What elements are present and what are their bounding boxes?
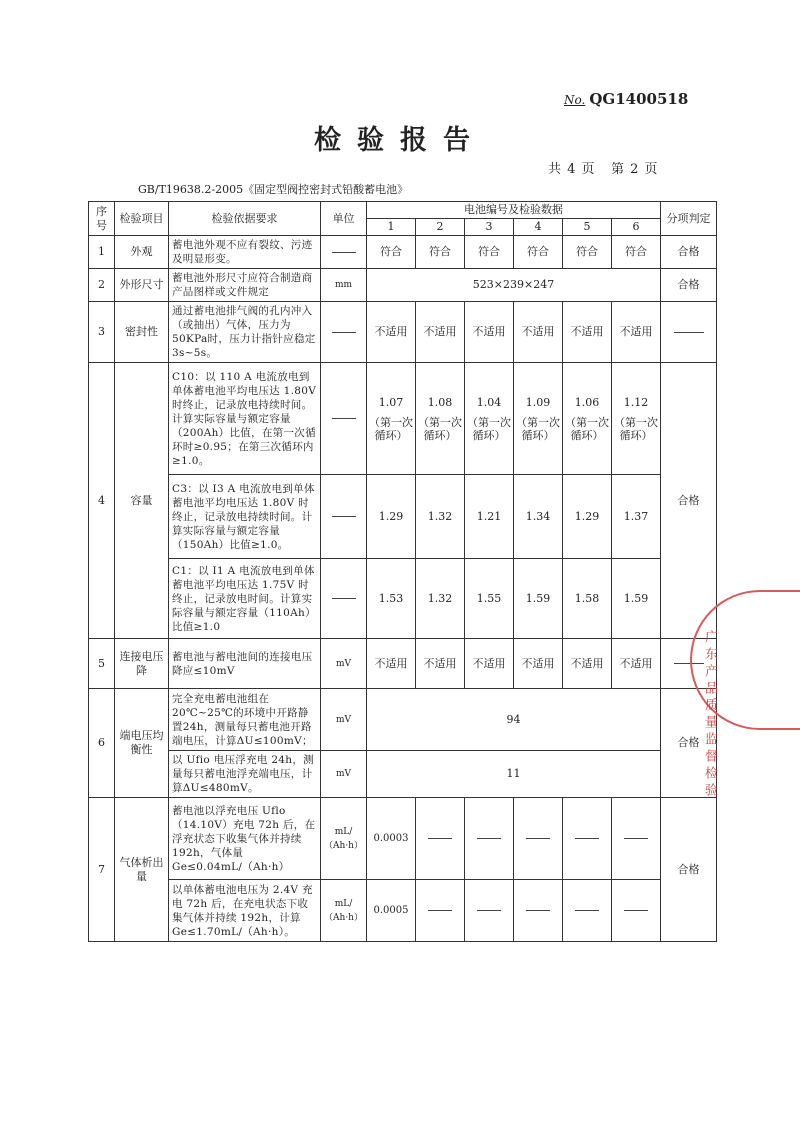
value-cell-dash (563, 880, 612, 942)
row-verdict-dash (661, 302, 717, 363)
value-cell: 94 (367, 689, 661, 751)
row-item: 容量 (115, 363, 169, 639)
row-requirement: 蓄电池与蓄电池间的连接电压降应≤10mV (169, 639, 321, 689)
report-number-value: QG1400518 (589, 90, 689, 108)
header-unit: 单位 (321, 202, 367, 236)
header-battery-group: 电池编号及检验数据 (367, 202, 661, 219)
cycle-note: （第一次循环） (467, 415, 511, 442)
value-cell: 不适用 (465, 639, 514, 689)
row-requirement: 以单体蓄电池电压为 2.4V 充电 72h 后，在充电状态下收集气体并持续 192h，计算 Ge≤1.70mL/（Ah·h）。 (169, 880, 321, 942)
row-requirement: 以 Ufio 电压浮充电 24h，测量每只蓄电池浮充端电压，计算ΔU≤480mV。 (169, 751, 321, 798)
page-title: 检验报告 (314, 125, 486, 156)
value-cell-dash (465, 798, 514, 880)
value-cell (563, 363, 612, 475)
value-cell: 符合 (367, 236, 416, 269)
header-battery-5: 5 (563, 219, 612, 236)
value-cell-dash (416, 880, 465, 942)
header-requirement: 检验依据要求 (169, 202, 321, 236)
value-cell: 1.32 (416, 475, 465, 559)
row-verdict: 合格 (661, 689, 717, 798)
row-unit: mL/（Ah·h） (321, 798, 367, 880)
value-cell: 1.58 (563, 559, 612, 639)
row-verdict: 合格 (661, 236, 717, 269)
table-row (89, 689, 717, 751)
table-row (89, 751, 717, 798)
report-number (564, 90, 688, 108)
value-cell: 11 (367, 751, 661, 798)
value-cell: 符合 (612, 236, 661, 269)
capacity-value: 1.09 (525, 395, 551, 409)
value-cell-dash (514, 798, 563, 880)
value-cell (465, 363, 514, 475)
row-unit: mV (321, 639, 367, 689)
table-row (89, 236, 717, 269)
value-cell: 1.21 (465, 475, 514, 559)
value-cell: 0.0003 (367, 798, 416, 880)
header-battery-3: 3 (465, 219, 514, 236)
row-requirement: C10：以 110 A 电流放电到单体蓄电池平均电压达 1.80V 时终止，记录放电持续时间。计算实际容量与额定容量（200Ah）比值，在第一次循环时≥0.95；在第三次循环内≥1.0。 (169, 363, 321, 475)
row-unit-dash (321, 302, 367, 363)
row-seq: 3 (89, 302, 115, 363)
row-requirement: 蓄电池外观不应有裂纹、污迹及明显形变。 (169, 236, 321, 269)
row-unit: mL/（Ah·h） (321, 880, 367, 942)
report-number-label: No. (564, 93, 586, 107)
row-verdict: 合格 (661, 798, 717, 942)
cycle-note: （第一次循环） (565, 415, 609, 442)
value-cell-dash (612, 880, 661, 942)
value-cell: 不适用 (465, 302, 514, 363)
row-seq: 1 (89, 236, 115, 269)
value-cell: 不适用 (612, 639, 661, 689)
row-verdict: 合格 (661, 269, 717, 302)
row-requirement: 蓄电池外形尺寸应符合制造商产品图样或文件规定 (169, 269, 321, 302)
row-unit-dash (321, 236, 367, 269)
value-cell: 1.29 (367, 475, 416, 559)
value-cell: 1.59 (514, 559, 563, 639)
value-cell: 1.32 (416, 559, 465, 639)
row-seq: 4 (89, 363, 115, 639)
value-cell: 0.0005 (367, 880, 416, 942)
value-cell: 1.55 (465, 559, 514, 639)
capacity-value: 1.08 (427, 395, 453, 409)
official-seal-text: 广东产品质量监督检验 (702, 630, 717, 800)
value-cell: 不适用 (416, 639, 465, 689)
row-requirement: C1：以 I1 A 电流放电到单体蓄电池平均电压达 1.75V 时终止，记录放电时间。计算实际容量与额定容量（110Ah）比值≥1.0 (169, 559, 321, 639)
header-seq: 序号 (89, 202, 115, 236)
row-item: 密封性 (115, 302, 169, 363)
cycle-note: （第一次循环） (369, 415, 413, 442)
value-cell: 不适用 (612, 302, 661, 363)
value-cell: 不适用 (514, 639, 563, 689)
header-verdict: 分项判定 (661, 202, 717, 236)
value-cell: 符合 (416, 236, 465, 269)
value-cell (416, 363, 465, 475)
value-cell: 523×239×247 (367, 269, 661, 302)
row-item: 端电压均衡性 (115, 689, 169, 798)
standard-reference: GB/T19638.2-2005《固定型阀控密封式铅酸蓄电池》 (138, 183, 409, 196)
table-row (89, 475, 717, 559)
table-row (89, 798, 717, 880)
value-cell (612, 363, 661, 475)
row-seq: 5 (89, 639, 115, 689)
header-battery-6: 6 (612, 219, 661, 236)
cycle-note: （第一次循环） (614, 415, 659, 442)
row-seq: 7 (89, 798, 115, 942)
row-unit: mm (321, 269, 367, 302)
inspection-table (88, 201, 717, 942)
row-requirement: 完全充电蓄电池组在 20℃~25℃的环境中开路静置24h，测量每只蓄电池开路端电压，计算ΔU≤100mV； (169, 689, 321, 751)
row-item: 气体析出量 (115, 798, 169, 942)
row-unit-dash (321, 363, 367, 475)
table-row (89, 639, 717, 689)
row-verdict: 合格 (661, 363, 717, 639)
value-cell: 1.37 (612, 475, 661, 559)
table-row (89, 302, 717, 363)
value-cell: 不适用 (416, 302, 465, 363)
value-cell (514, 363, 563, 475)
header-item: 检验项目 (115, 202, 169, 236)
page-total: 共 4 页 (548, 162, 596, 177)
row-item: 外形尺寸 (115, 269, 169, 302)
table-row (89, 880, 717, 942)
row-item: 外观 (115, 236, 169, 269)
value-cell: 不适用 (563, 302, 612, 363)
row-requirement: C3：以 I3 A 电流放电到单体蓄电池平均电压达 1.80V 时终止，记录放电持续时间。计算实际容量与额定容量（150Ah）比值≥1.0。 (169, 475, 321, 559)
page-current: 第 2 页 (610, 162, 659, 177)
value-cell-dash (514, 880, 563, 942)
row-requirement: 通过蓄电池排气阀的孔内冲入（或抽出）气体，压力为50KPa时，压力计指针应稳定3s~5s。 (169, 302, 321, 363)
page-count (548, 158, 659, 177)
capacity-value: 1.12 (623, 395, 649, 409)
value-cell: 不适用 (367, 302, 416, 363)
value-cell: 符合 (563, 236, 612, 269)
row-unit-dash (321, 559, 367, 639)
value-cell: 1.34 (514, 475, 563, 559)
value-cell: 1.53 (367, 559, 416, 639)
value-cell: 1.29 (563, 475, 612, 559)
value-cell: 符合 (514, 236, 563, 269)
row-unit: mV (321, 689, 367, 751)
value-cell: 符合 (465, 236, 514, 269)
header-battery-4: 4 (514, 219, 563, 236)
table-row (89, 363, 717, 475)
row-requirement: 蓄电池以浮充电压 Uflo（14.10V）充电 72h 后，在浮充状态下收集气体并持续 192h，气体量 Ge≤0.04mL/（Ah·h） (169, 798, 321, 880)
value-cell: 1.59 (612, 559, 661, 639)
cycle-note: （第一次循环） (516, 415, 560, 442)
table-row (89, 559, 717, 639)
value-cell-dash (563, 798, 612, 880)
row-seq: 6 (89, 689, 115, 798)
capacity-value: 1.04 (476, 395, 502, 409)
header-battery-1: 1 (367, 219, 416, 236)
value-cell: 不适用 (367, 639, 416, 689)
capacity-value: 1.07 (378, 395, 404, 409)
capacity-value: 1.06 (574, 395, 600, 409)
value-cell-dash (465, 880, 514, 942)
value-cell (367, 363, 416, 475)
row-seq: 2 (89, 269, 115, 302)
value-cell-dash (416, 798, 465, 880)
row-unit: mV (321, 751, 367, 798)
table-row (89, 269, 717, 302)
header-battery-2: 2 (416, 219, 465, 236)
value-cell-dash (612, 798, 661, 880)
value-cell: 不适用 (514, 302, 563, 363)
value-cell: 不适用 (563, 639, 612, 689)
cycle-note: （第一次循环） (418, 415, 462, 442)
row-unit-dash (321, 475, 367, 559)
row-item: 连接电压降 (115, 639, 169, 689)
